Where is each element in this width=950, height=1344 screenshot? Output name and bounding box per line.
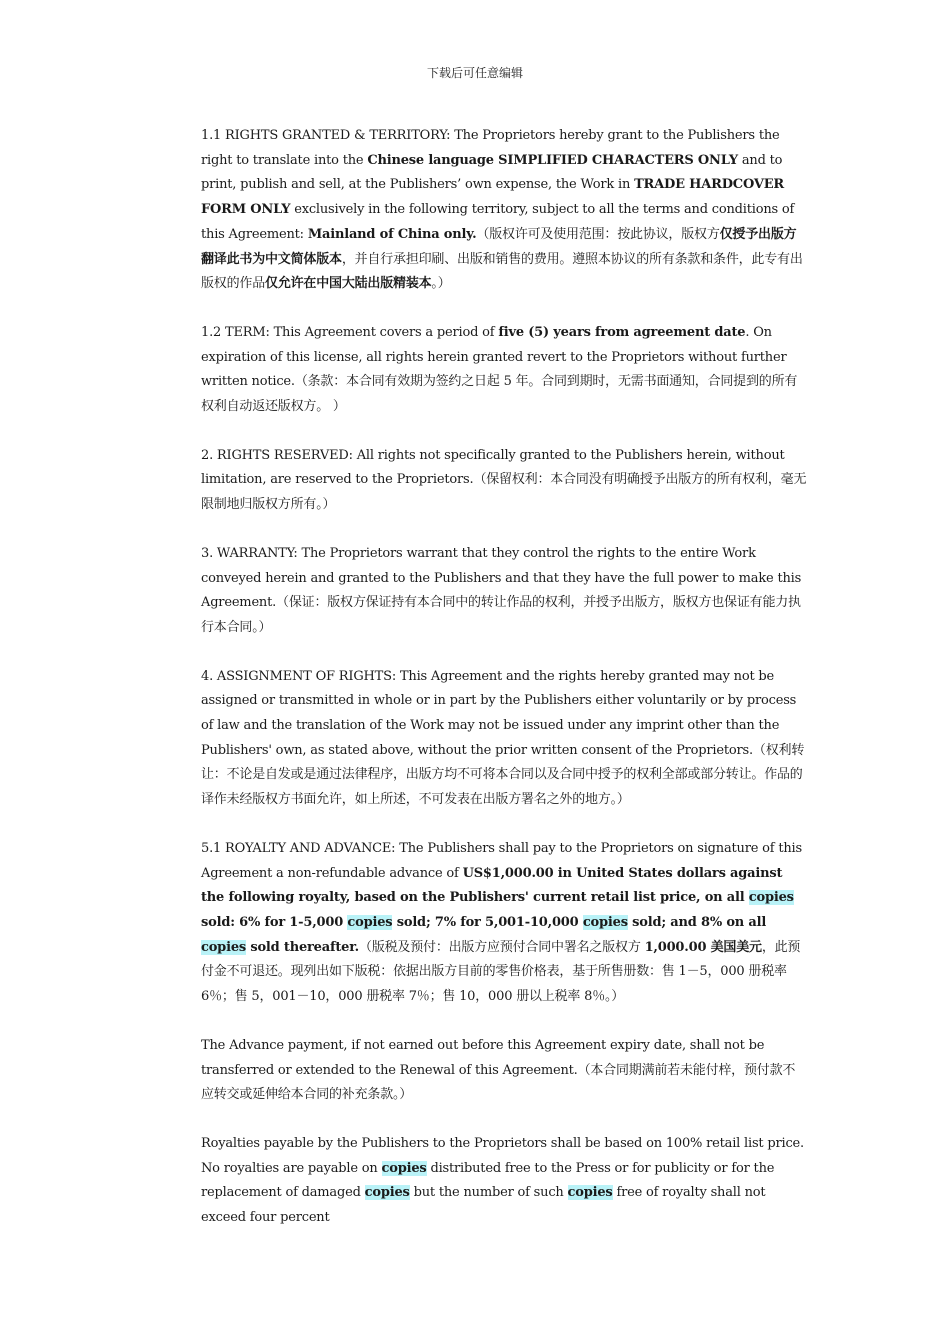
emphasized-text: sold; and 8% on all bbox=[627, 914, 767, 930]
clause-paragraph bbox=[201, 542, 807, 641]
clause-text: Royalties payable by the Publishers to the Proprietors shall be based on 100% retail list price. No royalties are payable on bbox=[201, 1135, 804, 1176]
emphasized-text: 仅授予出版方翻译此书为中文简体版本 bbox=[201, 226, 797, 267]
clause-text: but the number of such bbox=[409, 1185, 568, 1201]
emphasized-text: sold; 7% for 5,001-10,000 bbox=[392, 914, 583, 930]
emphasized-text: five (5) years from agreement date bbox=[498, 324, 746, 340]
clause-text: free of royalty shall not exceed four percent bbox=[201, 1185, 766, 1226]
clause-paragraph bbox=[201, 321, 807, 420]
page-header: 下载后可任意编辑 bbox=[426, 66, 523, 80]
highlighted-term: copies bbox=[582, 914, 628, 930]
clause-text: and to print, publish and sell, at the Publishers’ own expense, the Work in bbox=[201, 152, 783, 193]
emphasized-text: TRADE HARDCOVER FORM ONLY bbox=[201, 177, 785, 218]
emphasized-text: 1,000.00 美国美元 bbox=[644, 939, 762, 955]
emphasized-text: sold: 6% for 1-5,000 bbox=[201, 914, 348, 930]
emphasized-text: US$1,000.00 in United States dollars against the following royalty, based on the Publishers' current retail list price, on all bbox=[201, 865, 783, 906]
clause-text: 。） bbox=[431, 276, 451, 292]
clause-text: 5.1 ROYALTY AND ADVANCE: The Publishers shall pay to the Proprietors on signature of this Agreement a non-refundable advance of bbox=[201, 840, 802, 881]
clause-text: exclusively in the following territory, subject to all the terms and conditions of this Agreement: bbox=[201, 202, 795, 242]
clause-text: （版权许可及使用范围：按此协议，版权方 bbox=[476, 226, 720, 242]
highlighted-term: copies bbox=[201, 939, 247, 955]
clause-paragraph bbox=[201, 124, 807, 297]
clause-text: 2. RIGHTS RESERVED: All rights not specifically granted to the Publishers herein, without limitation, are reserved to the Proprietors.（保留权利：本合同没有明确授予出版方的所有权利，毫无限制地归版权方所有。） bbox=[201, 447, 807, 513]
clause-text: distributed free to the Press or for publicity or for the replacement of damaged bbox=[201, 1160, 775, 1201]
clause-text: The Advance payment, if not earned out before this Agreement expiry date, shall not be transferred or extended to the Renewal of this Agreement.（本合同期满前若未能付梓，预付款不应转交或延伸给本合同的补充条款。） bbox=[201, 1037, 796, 1103]
clause-text: （版税及预付：出版方应预付合同中署名之版权方 bbox=[359, 939, 645, 955]
highlighted-term: copies bbox=[567, 1185, 613, 1201]
clause-text: 4. ASSIGNMENT OF RIGHTS: This Agreement and the rights hereby granted may not be assigned or transmitted in whole or in part by the Publishers either voluntarily or by process of law and the translation of the Work may not be issued under any imprint other than the Publishers' own, as stated above, without the prior written consent of the Proprietors.（权利转让：不论是自发或是通过法律程序，出版方均不可将本合同以及合同中授予的权利全部或部分转让。作品的译作未经版权方书面允许，如上所述，不可发表在出版方署名之外的地方。） bbox=[201, 668, 805, 808]
clause-paragraph bbox=[201, 1132, 807, 1231]
emphasized-text: Chinese language SIMPLIFIED CHARACTERS ONLY bbox=[367, 152, 738, 168]
emphasized-text: sold thereafter. bbox=[246, 939, 360, 955]
highlighted-term: copies bbox=[364, 1185, 410, 1201]
emphasized-text: Mainland of China only. bbox=[307, 226, 477, 242]
emphasized-text: 仅允许在中国大陆出版精装本 bbox=[265, 276, 432, 292]
clause-paragraph bbox=[201, 444, 807, 518]
clause-text: ，并自行承担印刷、出版和销售的费用。遵照本协议的所有条款和条件，此专有出版权的作品 bbox=[201, 251, 803, 292]
clause-text: 1.2 TERM: This Agreement covers a period of bbox=[201, 324, 499, 340]
clause-paragraph bbox=[201, 1034, 807, 1108]
clause-text: 1.1 RIGHTS GRANTED & TERRITORY: The Proprietors hereby grant to the Publishers the right to translate into the bbox=[201, 128, 780, 168]
document-body bbox=[201, 124, 807, 1255]
highlighted-term: copies bbox=[748, 890, 794, 906]
clause-text: . On expiration of this license, all rights herein granted revert to the Proprietors without further written notice.（条款：本合同有效期为签约之日起 5 年。合同到期时，无需书面通知，合同提到的所有权利自动返还版权方。 ） bbox=[201, 324, 798, 415]
clause-text: ，此预付金不可退还。现列出如下版税：依据出版方目前的零售价格表，基于所售册数：售 1－5，000 册税率 6％；售 5，001－10，000 册税率 7％；售 10，000 册以上税率 8％。） bbox=[201, 939, 801, 1005]
highlighted-term: copies bbox=[381, 1160, 427, 1176]
clause-paragraph bbox=[201, 837, 807, 1010]
clause-paragraph bbox=[201, 665, 807, 813]
highlighted-term: copies bbox=[347, 914, 393, 930]
clause-text: 3. WARRANTY: The Proprietors warrant that they control the rights to the entire Work conveyed herein and granted to the Publishers and that they have the full power to make this Agreement.（保证：版权方保证持有本合同中的转让作品的权利，并授予出版方，版权方也保证有能力执行本合同。） bbox=[201, 545, 802, 635]
